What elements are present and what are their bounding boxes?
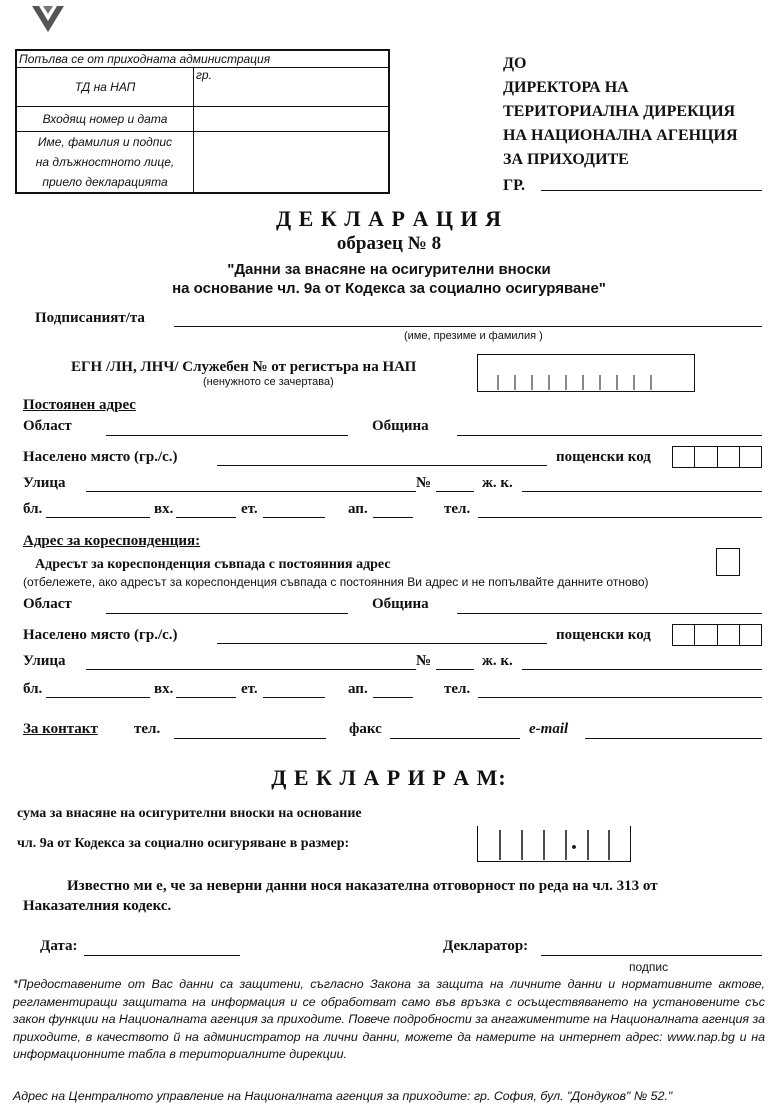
addressee-line: НА НАЦИОНАЛНА АГЕНЦИЯ [503,127,738,144]
contact-heading: За контакт [23,721,98,737]
perm-region-field[interactable] [106,435,348,436]
admin-box [15,49,390,194]
admin-value-td[interactable]: гр. [194,68,390,107]
corr-same-checkbox[interactable] [716,548,740,576]
corr-phone-field[interactable] [478,697,762,698]
amount-digit-ticks [478,826,629,860]
corr-same-hint: (отбележете, ако адресът за кореспонденция съвпада с постоянния Ви адрес и не попълвайте данните отново) [23,575,649,589]
addressee-city-label: ГР. [503,177,525,194]
subtitle-line: на основание чл. 9а от Кодекса за социално осигуряване" [172,280,606,297]
declarant-label: Декларатор: [443,938,529,954]
date-field[interactable] [84,955,240,956]
corr-phone-label: тел. [444,681,471,697]
egn-label: ЕГН /ЛН, ЛНЧ/ Служебен № от регистъра на НАП [71,359,417,375]
declare-title: Д Е К Л А Р И Р А М: [271,765,507,790]
corr-municipality-label: Община [372,596,429,612]
correspondence-address-heading: Адрес за кореспонденция: [23,533,201,549]
corr-number-field[interactable] [436,669,474,670]
corr-region-field[interactable] [106,613,348,614]
corr-street-field[interactable] [86,669,416,670]
corr-apartment-field[interactable] [373,697,413,698]
liability-line-2: Наказателния кодекс. [23,898,172,914]
egn-hint: (ненужното се зачертава) [203,376,334,388]
perm-apartment-field[interactable] [373,517,413,518]
signature-field[interactable] [541,955,762,956]
perm-complex-label: ж. к. [482,475,513,491]
corr-block-label: бл. [23,681,43,697]
form-subtitle [0,260,778,298]
corr-floor-label: ет. [241,681,258,697]
addressee-line: ДИРЕКТОРА НА [503,79,629,96]
admin-label-official-line: на длъжностното лице, [35,155,175,169]
corr-postal-label: пощенски код [556,627,651,643]
signatory-hint: (име, презиме и фамилия ) [404,330,543,342]
signatory-field[interactable] [174,326,762,327]
liability-line-1: Известно ми е, че за неверни данни нося наказателна отговорност по реда на чл. 313 от [67,878,658,894]
admin-value-official[interactable] [194,132,390,194]
perm-block-label: бл. [23,501,43,517]
perm-phone-label: тел. [444,501,471,517]
perm-settlement-label: Населено място (гр./с.) [23,449,178,465]
admin-label-td: ТД на НАП [16,68,194,107]
perm-postal-code-input[interactable] [672,446,762,468]
corr-same-label: Адресът за кореспонденция съвпада с постоянния адрес [35,557,391,572]
perm-municipality-label: Община [372,418,429,434]
signatory-label: Подписаният/та [35,310,145,326]
addressee-line: ТЕРИТОРИАЛНА ДИРЕКЦИЯ [503,103,736,120]
corr-settlement-field[interactable] [217,643,547,644]
perm-apartment-label: ап. [348,501,368,517]
corr-region-label: Област [23,596,72,612]
signature-hint: подпис [629,960,669,974]
egn-digit-ticks [478,355,693,390]
perm-entrance-field[interactable] [176,517,236,518]
privacy-footnote: *Предоставените от Вас данни са защитени, съгласно Закона за защита на личните данни и нормативните актове, регламентиращи защитата на информация и се обработват само във връзка с осъществяването на установените със закон функции на Националната агенция за приходите. Повече подробности за ангажиментите на Националната агенция за приходите, в качеството й на администратор на лични данни, можете да намерите на интернет адрес: www.nap.bg и на информационните табла в териториалните дирекции. [13,977,766,1061]
perm-region-label: Област [23,418,72,434]
perm-floor-label: ет. [241,501,258,517]
admin-value-incoming[interactable] [194,107,390,132]
addressee-city-field[interactable] [541,190,762,191]
amount-line-1: сума за внасяне на осигурителни вноски на основание [17,806,362,821]
corr-entrance-field[interactable] [176,697,236,698]
admin-label-incoming: Входящ номер и дата [16,107,194,132]
perm-entrance-label: вх. [154,501,174,517]
corr-floor-field[interactable] [263,697,325,698]
perm-phone-field[interactable] [478,517,762,518]
central-office-address: Адрес на Централното управление на Националната агенция за приходите: гр. София, бул. "Дондуков" № 52." [13,1089,673,1103]
perm-complex-field[interactable] [522,491,762,492]
perm-municipality-field[interactable] [457,435,762,436]
contact-fax-label: факс [349,721,382,737]
addressee [503,52,738,198]
perm-number-label: № [416,475,432,491]
corr-settlement-label: Населено място (гр./с.) [23,627,178,643]
subtitle-line: "Данни за внасяне на осигурителни вноски [227,261,551,278]
corr-complex-field[interactable] [522,669,762,670]
contact-phone-field[interactable] [174,738,326,739]
perm-block-field[interactable] [46,517,150,518]
perm-street-field[interactable] [86,491,416,492]
corr-block-field[interactable] [46,697,150,698]
form-number: образец № 8 [336,233,442,254]
corr-entrance-label: вх. [154,681,174,697]
perm-floor-field[interactable] [263,517,325,518]
addressee-line: ЗА ПРИХОДИТЕ [503,151,629,168]
contact-email-label: e-mail [529,721,569,737]
addressee-line: ДО [503,55,527,72]
date-label: Дата: [40,938,78,954]
admin-label-official [16,132,194,194]
amount-input[interactable] [477,826,631,862]
corr-number-label: № [416,653,432,669]
corr-postal-code-input[interactable] [672,624,762,646]
corr-complex-label: ж. к. [482,653,513,669]
corr-municipality-field[interactable] [457,613,762,614]
perm-settlement-field[interactable] [217,465,547,466]
corr-apartment-label: ап. [348,681,368,697]
admin-label-official-line: Име, фамилия и подпис [37,135,173,149]
amount-decimal-separator: . [571,829,577,855]
perm-postal-label: пощенски код [556,449,651,465]
corr-street-label: Улица [23,653,66,669]
permanent-address-heading: Постоянен адрес [23,397,136,413]
contact-fax-field[interactable] [390,738,520,739]
contact-email-field[interactable] [585,738,762,739]
admin-label-official-line: приело декларацията [42,175,168,189]
admin-box-header: Попълва се от приходната администрация [16,50,389,68]
amount-line-2: чл. 9а от Кодекса за социално осигуряване в размер: [17,836,350,851]
egn-input[interactable] [477,354,695,392]
nap-logo-icon [30,4,66,34]
page-title: Д Е К Л А Р А Ц И Я [276,206,502,231]
contact-phone-label: тел. [134,721,161,737]
perm-number-field[interactable] [436,491,474,492]
perm-street-label: Улица [23,475,66,491]
